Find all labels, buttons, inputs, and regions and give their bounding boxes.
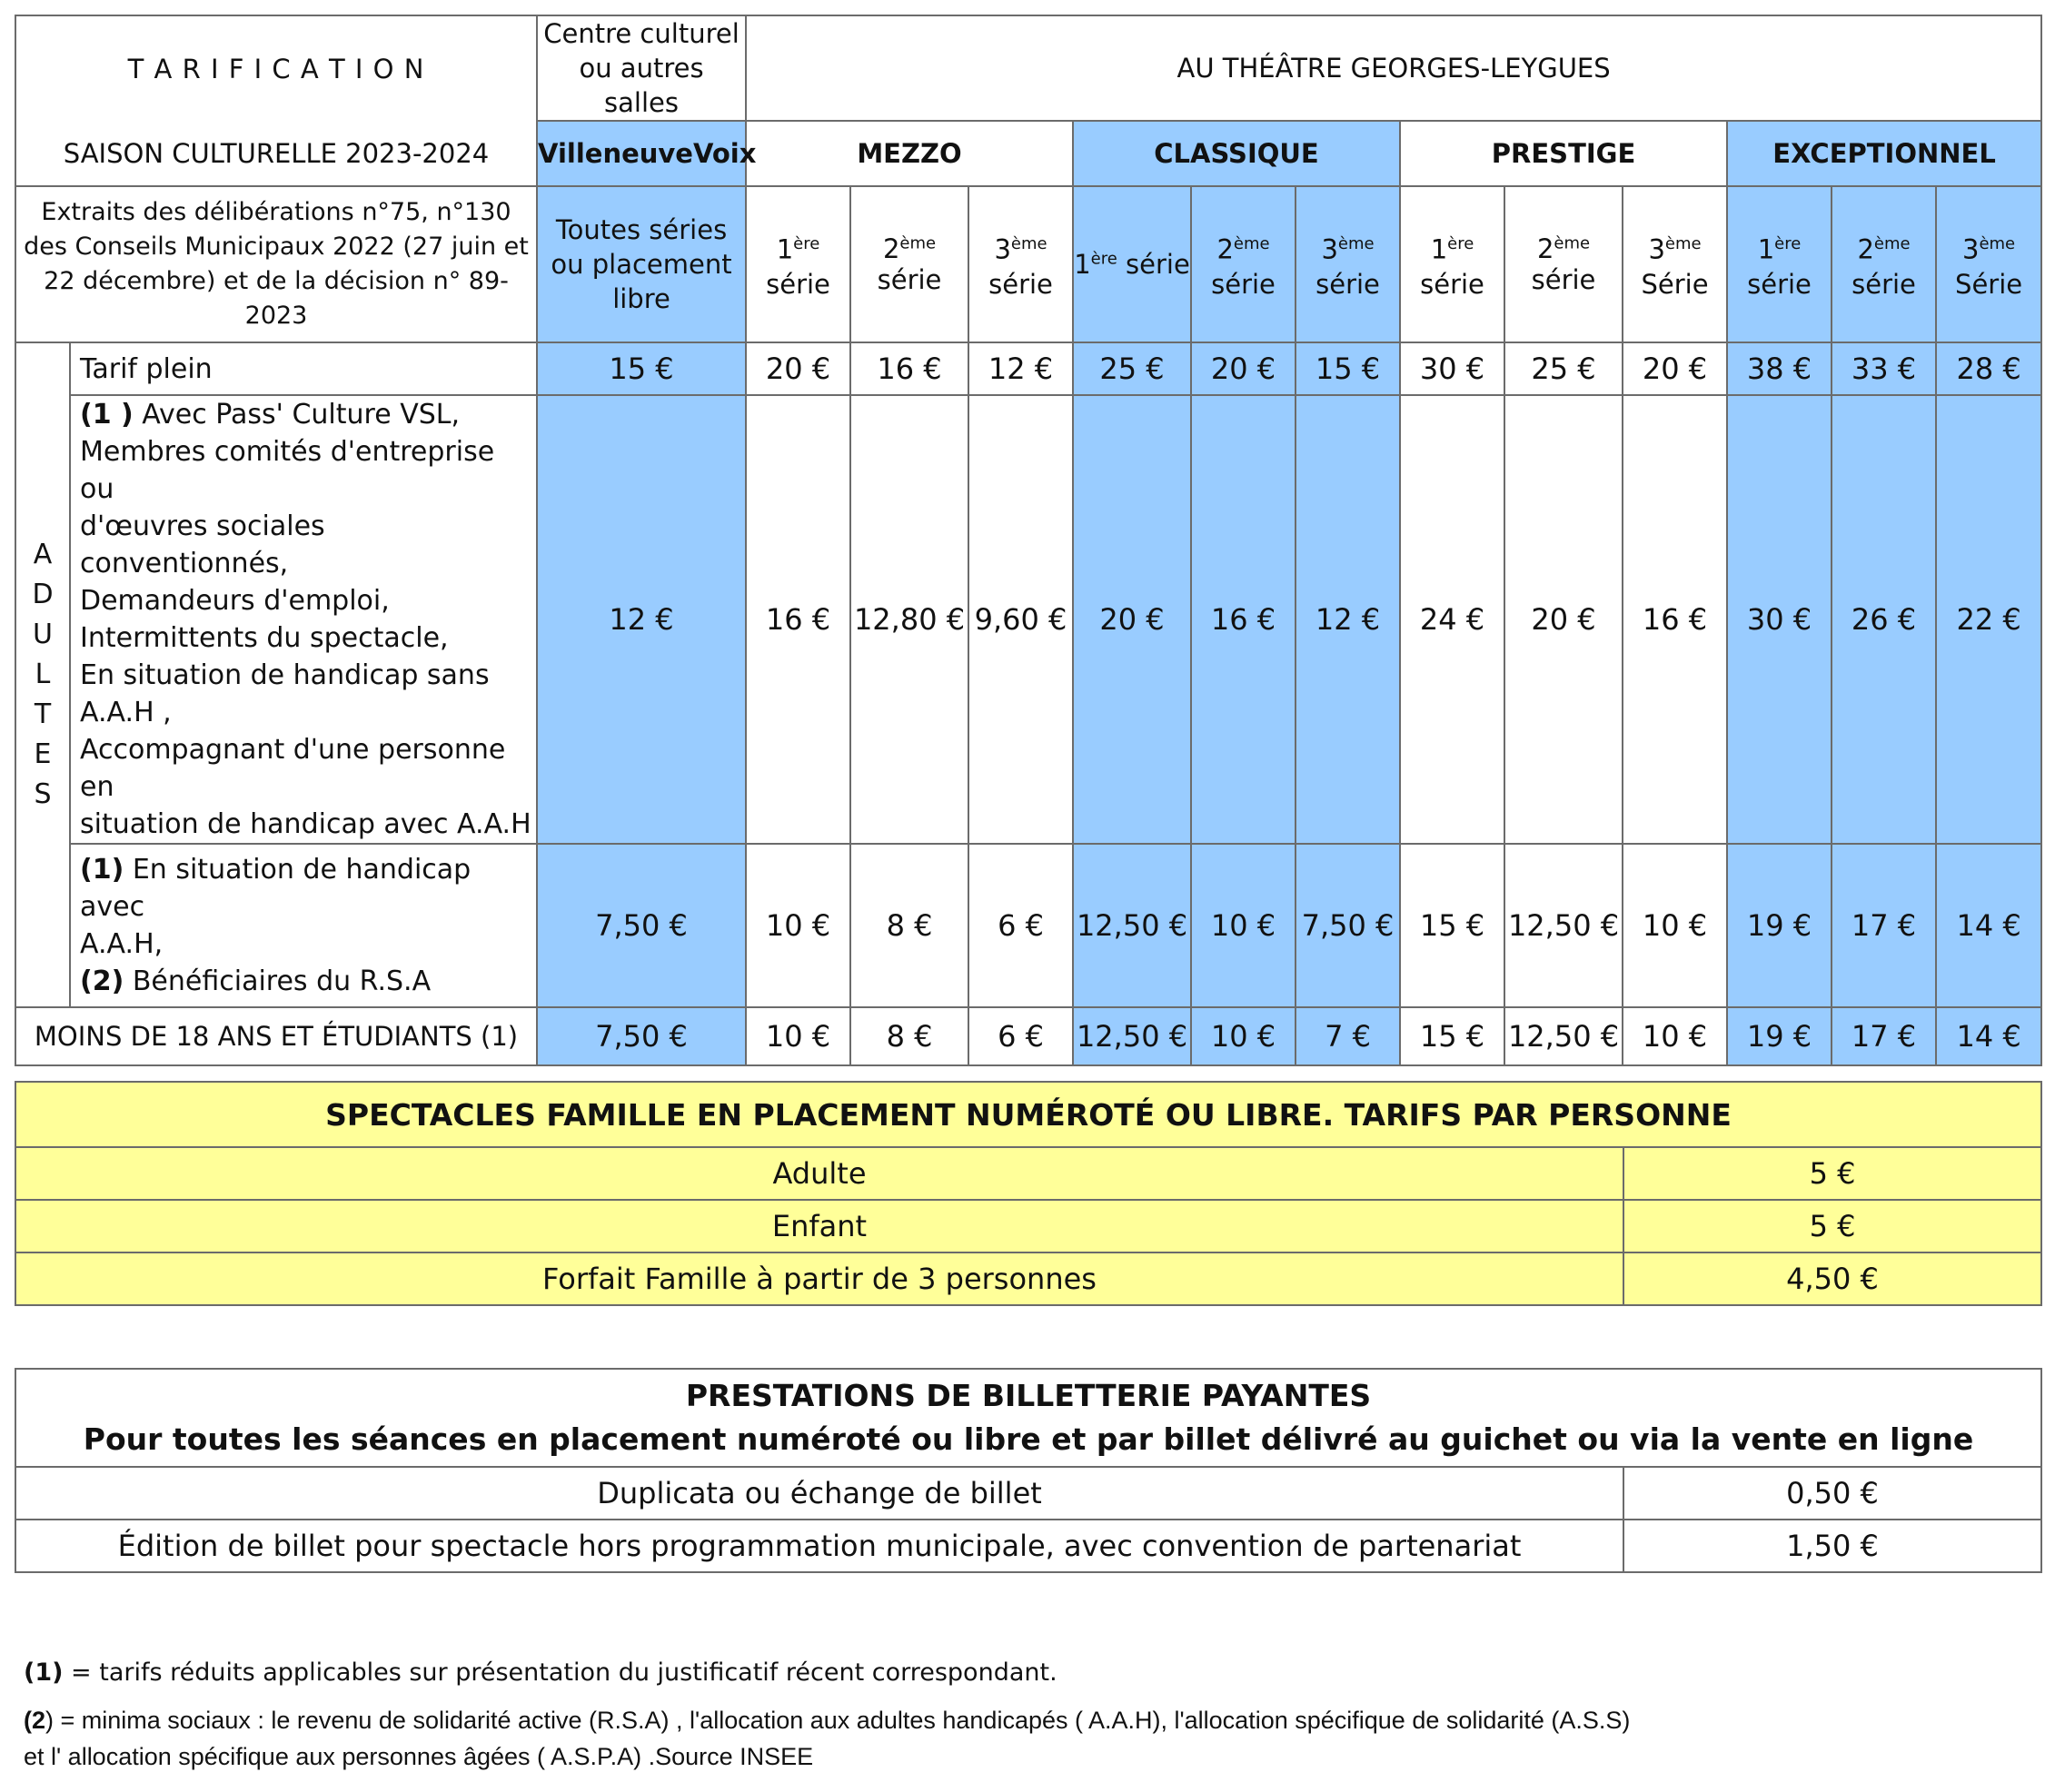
famille-label: Adulte [15,1147,1623,1200]
group-prestige: PRESTIGE [1400,121,1727,186]
price-cell: 16 € [850,342,968,395]
prestige-serie-2: 2ème série [1504,186,1623,342]
price-cell: 16 € [1623,395,1727,844]
famille-label: Enfant [15,1200,1623,1252]
classique-serie-1: 1ère série [1073,186,1191,342]
price-cell: 22 € [1936,395,2041,844]
row-label: Tarif plein [70,342,537,395]
exceptionnel-serie-1: 1ère série [1727,186,1832,342]
price-cell: 19 € [1727,844,1832,1007]
price-cell: 15 € [1400,1007,1504,1065]
price-cell: 12,50 € [1504,1007,1623,1065]
adultes-label: ADULTES [15,342,70,1007]
price-cell: 9,60 € [968,395,1073,844]
classique-serie-3: 3ème série [1296,186,1400,342]
price-cell: 26 € [1832,395,1936,844]
table-row [15,1467,2041,1520]
row-label: (1 ) Avec Pass' Culture VSL, Membres comités d'entreprise ou d'œuvres sociales conventionnés, Demandeurs d'emploi, Intermittents du spectacle, En situation de handicap sans A.A.H , Accompagnant d'une personne en situation de handicap avec A.A.H [70,395,537,844]
famille-label: Forfait Famille à partir de 3 personnes [15,1252,1623,1305]
price-cell: 16 € [1191,395,1296,844]
famille-price: 4,50 € [1623,1252,2041,1305]
tariff-table [15,15,2042,1066]
price-cell: 16 € [746,395,850,844]
group-mezzo: MEZZO [746,121,1073,186]
famille-price: 5 € [1623,1200,2041,1252]
famille-price: 5 € [1623,1147,2041,1200]
price-cell: 12,50 € [1073,1007,1191,1065]
price-cell: 17 € [1832,844,1936,1007]
price-cell: 12 € [537,395,746,844]
table-row [15,1147,2041,1200]
price-cell: 10 € [1623,844,1727,1007]
billetterie-label: Édition de billet pour spectacle hors programmation municipale, avec convention de partenariat [15,1520,1623,1572]
price-cell: 20 € [1504,395,1623,844]
price-cell: 14 € [1936,1007,2041,1065]
price-cell: 8 € [850,844,968,1007]
price-cell: 15 € [537,342,746,395]
price-cell: 25 € [1504,342,1623,395]
billetterie-label: Duplicata ou échange de billet [15,1467,1623,1520]
row-label: (1) En situation de handicap avec A.A.H, (2) Bénéficiaires du R.S.A [70,844,537,1007]
footnote-1: (1) = tarifs réduits applicables sur présentation du justificatif récent correspondant. [24,1658,1057,1687]
price-cell: 30 € [1727,395,1832,844]
table-row [15,1520,2041,1572]
group-villeneuvevoix: VilleneuveVoix [537,121,746,186]
billetterie-title: PRESTATIONS DE BILLETTERIE PAYANTES Pour toutes les séances en placement numéroté ou libre et par billet délivré au guichet ou via la vente en ligne [15,1369,2041,1467]
price-cell: 20 € [1623,342,1727,395]
price-cell: 19 € [1727,1007,1832,1065]
price-cell: 38 € [1727,342,1832,395]
famille-title: SPECTACLES FAMILLE EN PLACEMENT NUMÉROTÉ OU LIBRE. TARIFS PAR PERSONNE [15,1082,2041,1147]
price-cell: 17 € [1832,1007,1936,1065]
price-cell: 6 € [968,1007,1073,1065]
price-cell: 25 € [1073,342,1191,395]
price-cell: 24 € [1400,395,1504,844]
footnotes [24,1655,1630,1775]
price-cell: 12,50 € [1504,844,1623,1007]
table-row [15,1007,2041,1065]
deliberations-text: Extraits des délibérations n°75, n°130 des Conseils Municipaux 2022 (27 juin et 22 décembre) et de la décision n° 89-2023 [15,186,537,342]
classique-serie-2: 2ème série [1191,186,1296,342]
price-cell: 7 € [1296,1007,1400,1065]
mezzo-serie-3: 3ème série [968,186,1073,342]
price-cell: 20 € [746,342,850,395]
price-cell: 7,50 € [537,844,746,1007]
group-exceptionnel: EXCEPTIONNEL [1727,121,2041,186]
price-cell: 8 € [850,1007,968,1065]
exceptionnel-serie-2: 2ème série [1832,186,1936,342]
price-cell: 20 € [1191,342,1296,395]
price-cell: 12 € [968,342,1073,395]
price-cell: 12,80 € [850,395,968,844]
price-cell: 28 € [1936,342,2041,395]
table-row [15,1252,2041,1305]
billetterie-price: 1,50 € [1623,1520,2041,1572]
mezzo-serie-2: 2ème série [850,186,968,342]
price-cell: 30 € [1400,342,1504,395]
footnote-2: (2) = minima sociaux : le revenu de solidarité active (R.S.A) , l'allocation aux adultes handicapés ( A.A.H), l'allocation spécifique de solidarité (A.S.S) [24,1707,1631,1734]
famille-table [15,1081,2042,1306]
prestige-serie-3: 3ème Série [1623,186,1727,342]
price-cell: 33 € [1832,342,1936,395]
price-cell: 7,50 € [537,1007,746,1065]
price-cell: 15 € [1400,844,1504,1007]
billetterie-table [15,1368,2042,1573]
prestige-serie-1: 1ère série [1400,186,1504,342]
table-row [15,342,2041,395]
price-cell: 12 € [1296,395,1400,844]
table-row [15,1200,2041,1252]
billetterie-price: 0,50 € [1623,1467,2041,1520]
centre-culturel-header: Centre culturel ou autres salles [537,15,746,121]
row-label: MOINS DE 18 ANS ET ÉTUDIANTS (1) [15,1007,537,1065]
price-cell: 20 € [1073,395,1191,844]
price-cell: 15 € [1296,342,1400,395]
price-cell: 10 € [1191,1007,1296,1065]
group-classique: CLASSIQUE [1073,121,1400,186]
price-cell: 14 € [1936,844,2041,1007]
toutes-series-header: Toutes séries ou placement libre [537,186,746,342]
price-cell: 12,50 € [1073,844,1191,1007]
price-cell: 10 € [746,844,850,1007]
exceptionnel-serie-3: 3ème Série [1936,186,2041,342]
tarification-title: T A R I F I C A T I O N [15,15,537,121]
footnote-3: et l' allocation spécifique aux personnes âgées ( A.S.P.A) .Source INSEE [24,1743,814,1770]
price-cell: 10 € [1623,1007,1727,1065]
mezzo-serie-1: 1ère série [746,186,850,342]
price-cell: 10 € [746,1007,850,1065]
table-row [15,395,2041,844]
price-cell: 10 € [1191,844,1296,1007]
table-row [15,844,2041,1007]
season-label: SAISON CULTURELLE 2023-2024 [15,121,537,186]
price-cell: 7,50 € [1296,844,1400,1007]
price-cell: 6 € [968,844,1073,1007]
theatre-header: AU THÉÂTRE GEORGES-LEYGUES [746,15,2041,121]
